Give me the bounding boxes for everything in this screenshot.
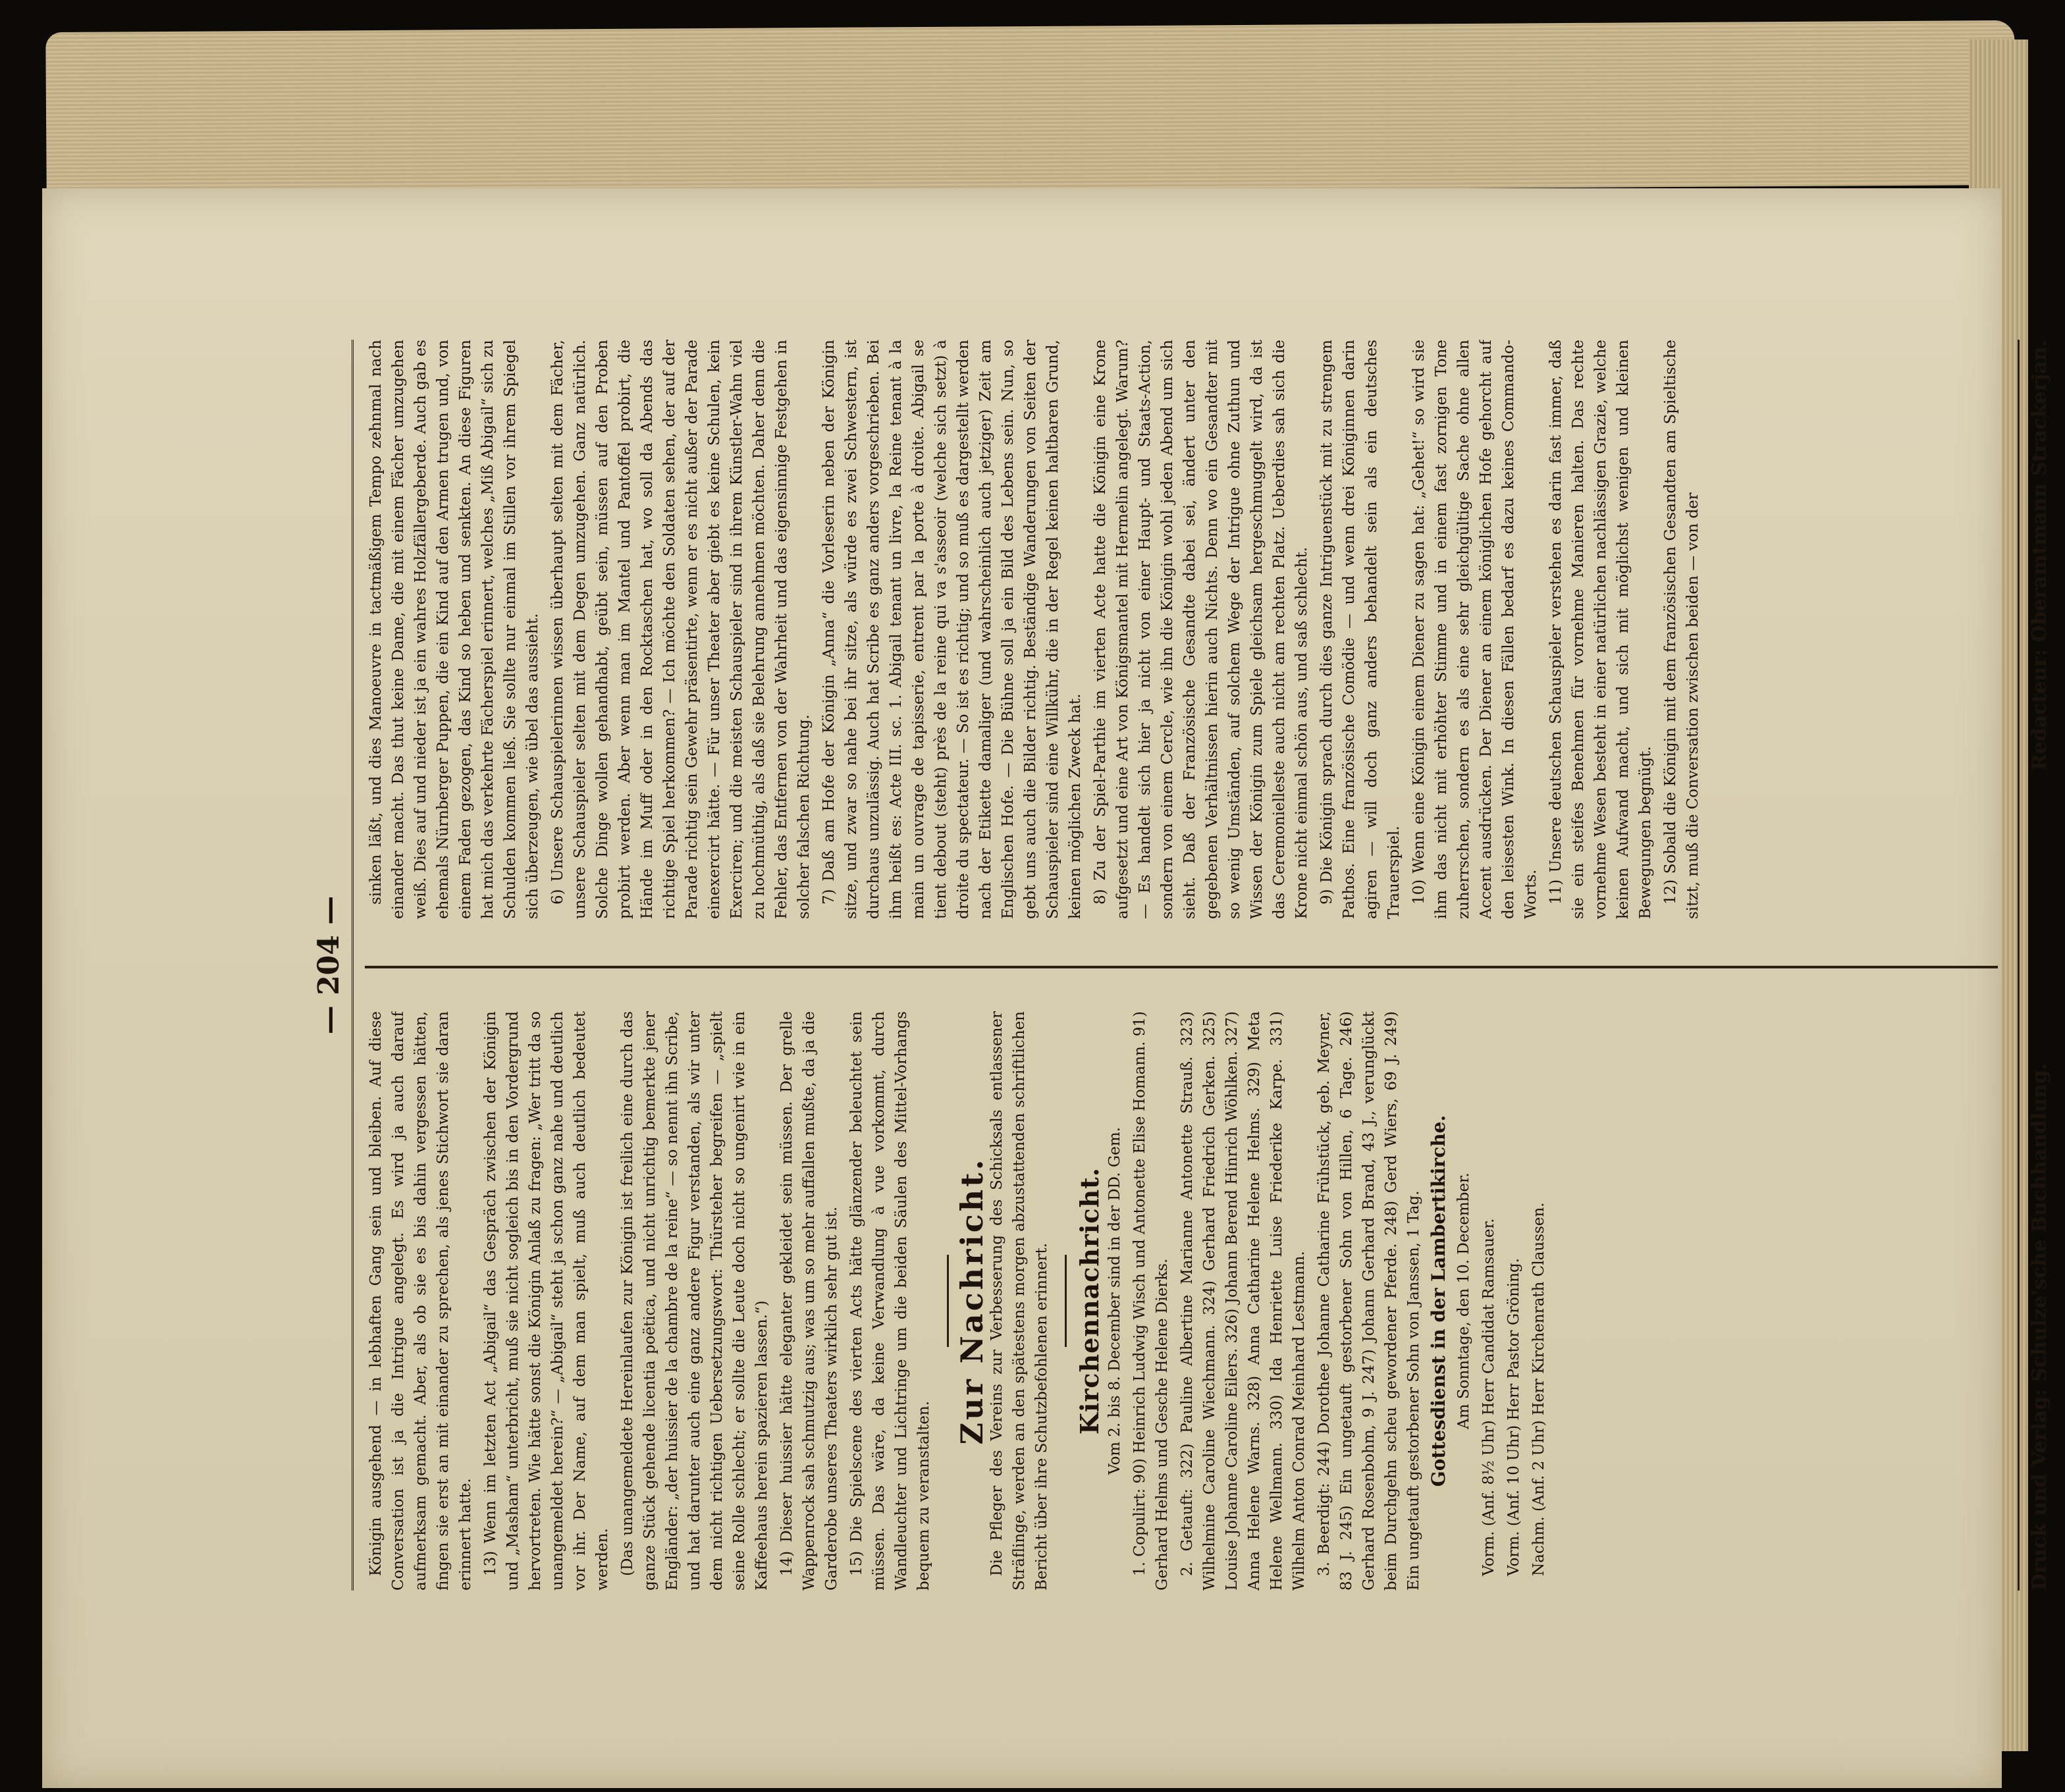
service-entry: Vorm. (Anf. 8½ Uhr) Herr Candidat Ramsauer.: [1480, 1218, 1497, 1576]
page-number: — 204 —: [311, 895, 346, 1035]
paragraph: (Das unangemeldete Hereinlaufen zur Königin ist freilich eine durch das ganze Stück gehende licentia poëtica, und nicht unrichtig bemerkte jener Engländer: „der huissier de la chambre de la reine“ — so nennt ihn Scribe, und hat darunter auch eine ganz andere Figur verstanden, als wir unter dem nicht richtigen Uebersetzungswort: Thürsteher begreifen — „spielt seine Rolle schlecht; er sollte die Leute doch nicht so ungenirt wie in ein Kaffeehaus herein spazieren lassen.“): [619, 1011, 770, 1591]
paragraph: Königin ausgehend — in lebhaften Gang sein und bleiben. Auf diese Conversation ist ja die Intrigue angelegt. Es wird ja auch darauf aufmerksam gemacht. Aber, als ob sie es bis dahin vergessen hätten, fingen sie erst an mit einander zu sprechen, als jenes Stichwort sie daran erinnert hatte.: [367, 1011, 474, 1591]
paragraph: 6) Unsere Schauspielerinnen wissen überhaupt selten mit dem Fächer, unsere Schauspieler selten mit dem Degen umzugehen. Ganz natürlich. Solche Dinge wollen gehandhabt, geübt sein, müssen auf den Proben probirt werden. Aber wenn man im Mantel und Pantoffel probirt, die Hände im Muff oder in den Rocktaschen hat, wo soll da Abends das richtige Spiel herkommen? — Ich möchte den Soldaten sehen, der auf der Parade richtig sein Gewehr präsentirte, wenn er es nicht außer der Parade einexercirt hätte. — Für unser Theater aber giebt es keine Schulen, kein Exerciren; und die meisten Schauspieler sind in ihrem Künstler-Wahn viel zu hochmüthig, als daß sie Belehrung annehmen möchten. Daher denn die Fehler, das Entfernen von der Wahrheit und das eigensinnige Festgehen in solcher falschen Richtung.: [549, 340, 813, 919]
paragraph: 12) Sobald die Königin mit dem französischen Gesandten am Spieltische sitzt, muß die Conversation zwischen beiden — von der: [1662, 340, 1702, 919]
paragraph: 11) Unsere deutschen Schauspieler verstehen es darin fast immer, daß sie ein steifes Benehmen für vornehme Manieren halten. Das rechte vornehme Wesen besteht in einer natürlichen nachlässigen Grazie, welche keinen Aufwand macht, und sich mit möglichst wenigen und kleinen Bewegungen begnügt.: [1547, 340, 1654, 919]
church-entry: 3. Beerdigt: 244) Dorothee Johanne Catharine Frühstück, geb. Meyner, 83 J. 245) Ein ungetauft gestorbener Sohn von Hillen, 6 Tage. 246) Gerhard Rosenbohm, 9 J. 247) Johann Gerhard Brand, 43 J., verunglückt beim Durchgehn scheu gewordener Pferde. 248) Gerd Wiers, 69 J. 249) Ein ungetauft gestorbener Sohn von Janssen, 1 Tag.: [1316, 1011, 1422, 1591]
paragraph: sinken läßt, und dies Manoeuvre in tactmäßigem Tempo zehnmal nach einander macht. Das thut keine Dame, die mit einem Fächer umzugehen weiß. Dies auf und nieder ist ja ein wahres Holzfällergeberde. Auch gab es ehemals Nürnberger Puppen, die ein Kind auf den Armen trugen und, von einem Faden gezogen, das Kind so heben und senkten. An diese Figuren hat mich das verkehrte Fächerspiel erinnert, welches „Miß Abigail“ sich zu Schulden kommen ließ. Sie sollte nur einmal im Stillen vor ihrem Spiegel sich überzeugen, wie übel das aussieht.: [367, 340, 541, 919]
newspaper-page: [42, 188, 2051, 1788]
service-entry: Nachm. (Anf. 2 Uhr) Herr Kirchenrath Claussen.: [1530, 1202, 1547, 1576]
paragraph: 9) Die Königin sprach durch dies ganze Intriguenstück mit zu strengem Pathos. Eine französische Comödie — und wenn drei Königinnen darin agiren — will doch ganz anders behandelt sein als ein deutsches Trauerspiel.: [1318, 340, 1403, 919]
paragraph: 13) Wenn im letzten Act „Abigail“ das Gespräch zwischen der Königin und „Masham“ unterbricht, muß sie nicht sogleich bis in den Vordergrund hervortreten. Wie hätte sonst die Königin Anlaß zu fragen: „Wer tritt da so unangemeldet herein?“ — „Abigail“ steht ja schon ganz nahe und deutlich vor ihr. Der Name, auf dem man spielt, muß auch deutlich bedeutet werden.: [482, 1011, 611, 1591]
editor-credit: Redacteur: Oberamtmann Strackerjan.: [2027, 340, 2051, 771]
left-column: [365, 1011, 1998, 1591]
church-entry: 1. Copulirt: 90) Heinrich Ludwig Wisch und Antonette Elise Homann. 91) Gerhard Helms und Gesche Helene Dierks.: [1131, 1011, 1171, 1591]
church-heading: Kirchennachricht.: [1075, 1167, 1104, 1435]
page-header: [306, 340, 354, 1591]
service-date: Am Sonntage, den 10. December.: [1455, 1173, 1472, 1429]
section-rule: [947, 1255, 949, 1347]
paragraph: 10) Wenn eine Königin einem Diener zu sagen hat: „Gehet!“ so wird sie ihm das nicht mit erhöhter Stimme und in einem fast zornigen Tone zuherrschen, sondern es als eine sehr gleichgültige Sache ohne allen Accent ausdrücken. Der Diener an einem königlichen Hofe gehorcht auf den leisesten Wink. In diesen Fällen bedarf es dazu keines Commando-Worts.: [1410, 340, 1540, 919]
church-entry: 2. Getauft: 322) Pauline Albertine Marianne Antonette Strauß. 323) Wilhelmine Caroline Wiechmann. 324) Gerhard Friedrich Gerken. 325) Louise Johanne Caroline Eilers. 326) Johann Berend Hinrich Wöhlken. 327) Anna Helene Warns. 328) Anna Catharine Helene Helms. 329) Meta Helene Wellmann. 330) Ida Henriette Luise Friederike Karpe. 331) Wilhelm Anton Conrad Meinhard Lestmann.: [1179, 1011, 1308, 1591]
rotated-print-area: [306, 340, 2065, 1591]
paragraph: 8) Zu der Spiel-Parthie im vierten Acte hatte die Königin eine Krone aufgesetzt und eine Art von Königsmantel mit Hermelin angelegt. Warum? — Es handelt sich hier ja nicht von einer Haupt- und Staats-Action, sondern von einem Cercle, wie ihn die Königin wohl jeden Abend um sich sieht. Daß der Französische Gesandte dabei sei, ändert unter den gegebenen Verhältnissen hierin auch Nichts. Denn wo ein Gesandter mit so wenig Umständen, auf solchem Wege der Intrigue ohne Zuthun und Wissen der Königin zum Spiele gleichsam hergeschmuggelt wird, da ist das Ceremonielleste auch nicht am rechten Platz. Ueberdies sah sich die Krone nicht einmal schön aus, und saß schlecht.: [1092, 340, 1310, 919]
paragraph: 14) Dieser huissier hätte eleganter gekleidet sein müssen. Der grelle Wappenrock sah schmutzig aus; was um so mehr auffallen mußte, da ja die Garderobe unseres Theaters wirklich sehr gut ist.: [778, 1011, 840, 1591]
service-heading: Gottesdienst in der Lambertikirche.: [1428, 1115, 1449, 1487]
paragraph: 15) Die Spielscene des vierten Acts hätte glänzender beleuchtet sein müssen. Das wäre, da keine Verwandlung à vue vorkommt, durch Wandleuchter und Lichtringe um die beiden Säulen des Mittel-Vorhangs bequem zu veranstalten.: [848, 1011, 932, 1591]
church-intro: Vom 2. bis 8. December sind in der DD. Gem.: [1106, 1126, 1123, 1475]
right-column: [365, 340, 1998, 919]
notice-text: Die Pfleger des Vereins zur Verbesserung des Schicksals entlassener Sträflinge, werden an den spätestens morgen abzustattenden schriftlichen Bericht über ihre Schutzbefohlenen erinnert.: [988, 1011, 1050, 1591]
section-rule: [1065, 1255, 1067, 1347]
page-footer: [2018, 340, 2059, 1591]
column-divider: [365, 966, 1998, 968]
paragraph: 7) Daß am Hofe der Königin „Anna“ die Vorleserin neben der Königin sitze, und zwar so nahe bei ihr sitze, als würde es zwei Schwestern, ist durchaus unzulässig. Auch hat Scribe es ganz anders vorgeschrieben. Bei ihm heißt es: Acte III. sc. 1. Abigail tenant un livre, la Reine tenant à la main un ouvrage de tapisserie, entrent par la porte à droite. Abigail se tient debout (steht) près de la reine qui va s'asseoir (welche sich setzt) à droite du spectateur. — So ist es richtig; und so muß es dargestellt werden nach der Etikette damaliger (und wahrscheinlich auch jetziger) Zeit am Englischen Hofe. — Die Bühne soll ja ein Bild des Lebens sein. Nun, so gebt uns auch die Bilder richtig. Beständige Wanderungen von Seiten der Schauspieler sind eine Willkühr, die in der Regel keinen haltbaren Grund, keinen möglichen Zweck hat.: [820, 340, 1084, 919]
notice-heading: Zur Nachricht.: [954, 1157, 990, 1445]
printer-credit: Druck und Verlag: Schulze'sche Buchhandlung.: [2027, 1063, 2051, 1591]
service-entry: Vorm. (Anf. 10 Uhr) Herr Pastor Gröning.: [1505, 1257, 1522, 1576]
book-page-edges: [45, 20, 2015, 197]
